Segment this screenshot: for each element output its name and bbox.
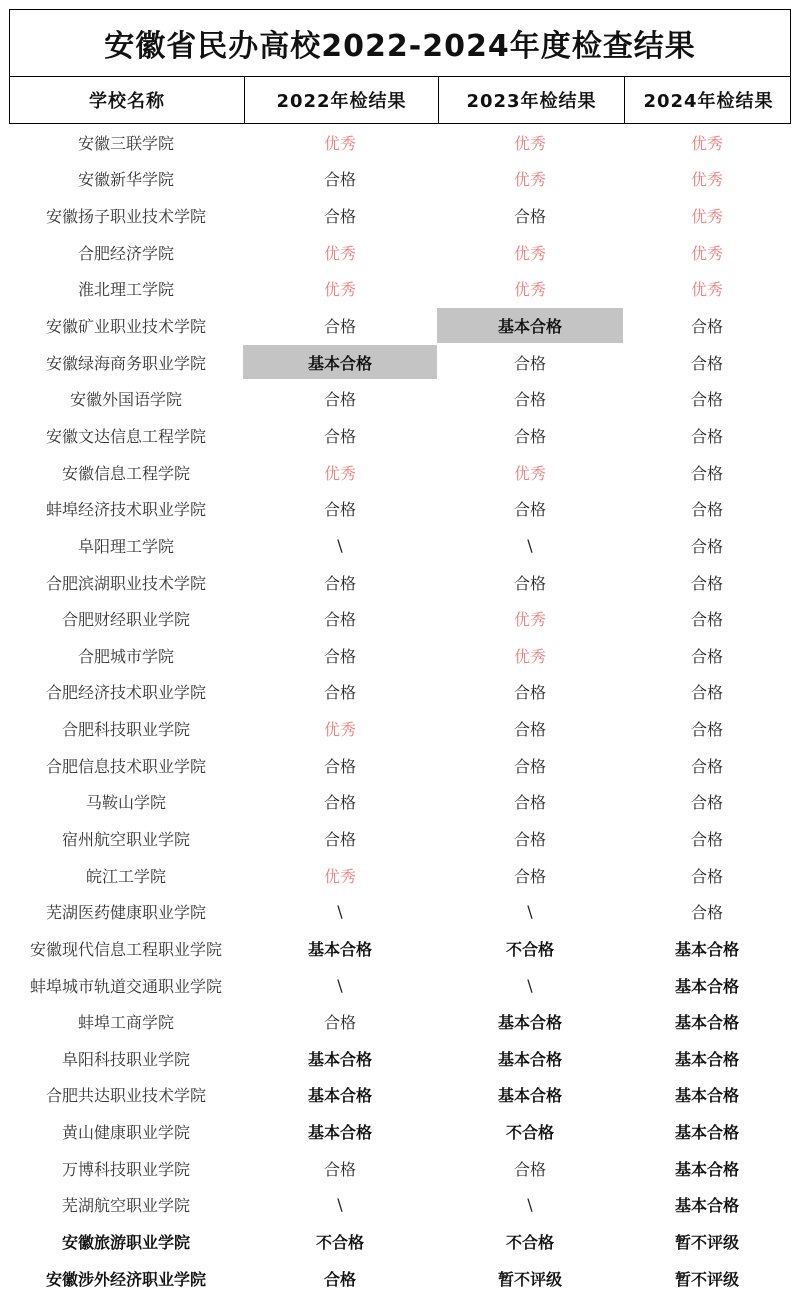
table-row xyxy=(9,161,791,198)
result-cell-2023: 合格 xyxy=(513,500,546,520)
result-cell-2023: 合格 xyxy=(513,1159,546,1179)
table-row xyxy=(9,234,791,271)
header-school-name: 学校名称 xyxy=(89,91,165,112)
result-cell-2022: 合格 xyxy=(323,170,356,190)
result-cell-2024: 基本合格 xyxy=(674,939,739,959)
school-name-cell: 安徽绿海商务职业学院 xyxy=(45,353,206,373)
result-cell-2024: 合格 xyxy=(690,317,723,337)
results-table xyxy=(9,9,791,1297)
result-cell-2023: 合格 xyxy=(513,720,546,740)
result-cell-2022: \ xyxy=(337,535,343,555)
header-row xyxy=(9,76,791,124)
result-cell-2024: 合格 xyxy=(690,610,723,630)
table-row xyxy=(9,380,791,417)
result-cell-2022: 优秀 xyxy=(323,463,356,483)
table-row xyxy=(9,674,791,711)
table-row xyxy=(9,417,791,454)
result-cell-2023: 合格 xyxy=(513,683,546,703)
table-row xyxy=(9,784,791,821)
result-cell-2022: 基本合格 xyxy=(243,345,437,380)
result-cell-2023: 合格 xyxy=(513,866,546,886)
result-cell-2023: 基本合格 xyxy=(497,1086,562,1106)
school-name-cell: 阜阳科技职业学院 xyxy=(61,1049,190,1069)
school-name-cell: 安徽现代信息工程职业学院 xyxy=(29,939,222,959)
result-cell-2023: 优秀 xyxy=(513,610,546,630)
result-cell-2023: 优秀 xyxy=(513,243,546,263)
result-cell-2022: 基本合格 xyxy=(307,939,372,959)
result-cell-2022: 合格 xyxy=(323,426,356,446)
result-cell-2024: 合格 xyxy=(690,866,723,886)
result-cell-2023: \ xyxy=(527,902,533,922)
result-cell-2024: 合格 xyxy=(690,646,723,666)
result-cell-2024: 合格 xyxy=(690,536,723,556)
result-cell-2023: 合格 xyxy=(513,829,546,849)
result-cell-2022: 合格 xyxy=(323,1159,356,1179)
table-row xyxy=(9,637,791,674)
school-name-cell: 合肥财经职业学院 xyxy=(61,610,190,630)
result-cell-2023: 不合格 xyxy=(505,939,554,959)
table-row xyxy=(9,893,791,930)
result-cell-2024: 合格 xyxy=(690,426,723,446)
school-name-cell: 合肥信息技术职业学院 xyxy=(45,756,206,776)
result-cell-2022: 合格 xyxy=(323,646,356,666)
result-cell-2024: 基本合格 xyxy=(674,1013,739,1033)
table-row xyxy=(9,564,791,601)
school-name-cell: 合肥城市学院 xyxy=(77,646,174,666)
table-row xyxy=(9,1223,791,1260)
table-row xyxy=(9,1113,791,1150)
result-cell-2024: 合格 xyxy=(690,390,723,410)
result-cell-2023: 不合格 xyxy=(505,1233,554,1253)
table-row xyxy=(9,930,791,967)
result-cell-2024: 合格 xyxy=(690,500,723,520)
result-cell-2022: 合格 xyxy=(323,793,356,813)
result-cell-2023: 基本合格 xyxy=(437,308,623,343)
header-2022: 2022年检结果 xyxy=(244,77,438,123)
result-cell-2022: 合格 xyxy=(323,207,356,227)
result-cell-2023: \ xyxy=(527,975,533,995)
table-row xyxy=(9,1150,791,1187)
table-row xyxy=(9,967,791,1004)
table-row xyxy=(9,857,791,894)
school-name-cell: 合肥经济学院 xyxy=(77,243,174,263)
result-cell-2024: 合格 xyxy=(690,463,723,483)
result-cell-2022: 不合格 xyxy=(315,1233,364,1253)
table-row xyxy=(9,527,791,564)
result-cell-2023: 合格 xyxy=(513,573,546,593)
result-cell-2023: 合格 xyxy=(513,390,546,410)
result-cell-2024: 合格 xyxy=(690,683,723,703)
result-cell-2024: 合格 xyxy=(690,573,723,593)
result-cell-2023: 基本合格 xyxy=(497,1049,562,1069)
table-row xyxy=(9,600,791,637)
header-2024: 2024年检结果 xyxy=(624,77,792,123)
result-cell-2022: 优秀 xyxy=(323,133,356,153)
result-cell-2023: 优秀 xyxy=(513,463,546,483)
result-cell-2024: 合格 xyxy=(690,829,723,849)
school-name-cell: 黄山健康职业学院 xyxy=(61,1123,190,1143)
result-cell-2024: 优秀 xyxy=(690,243,723,263)
school-name-cell: 合肥科技职业学院 xyxy=(61,720,190,740)
result-cell-2022: 合格 xyxy=(323,610,356,630)
result-cell-2022: \ xyxy=(337,1195,343,1215)
school-name-cell: 芜湖医药健康职业学院 xyxy=(45,903,206,923)
result-cell-2022: 优秀 xyxy=(323,866,356,886)
table-row xyxy=(9,490,791,527)
school-name-cell: 蚌埠城市轨道交通职业学院 xyxy=(29,976,222,996)
result-cell-2024: 基本合格 xyxy=(674,1159,739,1179)
school-name-cell: 安徽旅游职业学院 xyxy=(61,1233,190,1253)
school-name-cell: 安徽外国语学院 xyxy=(69,390,182,410)
result-cell-2024: 优秀 xyxy=(690,170,723,190)
result-cell-2022: 合格 xyxy=(323,829,356,849)
result-cell-2022: 基本合格 xyxy=(307,1123,372,1143)
table-body xyxy=(9,124,791,1297)
result-cell-2022: 合格 xyxy=(323,573,356,593)
table-row xyxy=(9,454,791,491)
table-row xyxy=(9,1040,791,1077)
table-row xyxy=(9,1077,791,1114)
school-name-cell: 蚌埠经济技术职业学院 xyxy=(45,500,206,520)
result-cell-2022: 优秀 xyxy=(323,720,356,740)
result-cell-2022: 合格 xyxy=(323,1269,356,1289)
result-cell-2022: 合格 xyxy=(323,1013,356,1033)
result-cell-2022: 合格 xyxy=(323,317,356,337)
school-name-cell: 安徽文达信息工程学院 xyxy=(45,426,206,446)
table-row xyxy=(9,197,791,234)
school-name-cell: 安徽矿业职业技术学院 xyxy=(45,317,206,337)
result-cell-2024: 合格 xyxy=(690,353,723,373)
result-cell-2024: 暂不评级 xyxy=(674,1233,739,1253)
table-row xyxy=(9,1187,791,1224)
result-cell-2024: 合格 xyxy=(690,720,723,740)
table-row xyxy=(9,747,791,784)
result-cell-2022: 合格 xyxy=(323,756,356,776)
result-cell-2022: 优秀 xyxy=(323,280,356,300)
result-cell-2023: 合格 xyxy=(513,756,546,776)
school-name-cell: 合肥共达职业技术学院 xyxy=(45,1086,206,1106)
result-cell-2024: 基本合格 xyxy=(674,1123,739,1143)
result-cell-2023: 合格 xyxy=(513,426,546,446)
result-cell-2022: 合格 xyxy=(323,683,356,703)
result-cell-2023: \ xyxy=(527,1195,533,1215)
result-cell-2022: 基本合格 xyxy=(307,1086,372,1106)
result-cell-2023: 合格 xyxy=(513,793,546,813)
table-row xyxy=(9,344,791,381)
result-cell-2022: 合格 xyxy=(323,500,356,520)
school-name-cell: 安徽新华学院 xyxy=(77,170,174,190)
result-cell-2022: 基本合格 xyxy=(307,1049,372,1069)
school-name-cell: 安徽涉外经济职业学院 xyxy=(45,1269,206,1289)
school-name-cell: 万博科技职业学院 xyxy=(61,1159,190,1179)
result-cell-2023: 合格 xyxy=(513,353,546,373)
school-name-cell: 芜湖航空职业学院 xyxy=(61,1196,190,1216)
table-row xyxy=(9,820,791,857)
school-name-cell: 淮北理工学院 xyxy=(77,280,174,300)
table-row xyxy=(9,271,791,308)
result-cell-2023: 优秀 xyxy=(513,280,546,300)
result-cell-2024: 基本合格 xyxy=(674,1196,739,1216)
result-cell-2022: \ xyxy=(337,902,343,922)
result-cell-2023: \ xyxy=(527,535,533,555)
result-cell-2023: 不合格 xyxy=(505,1123,554,1143)
result-cell-2024: 基本合格 xyxy=(674,1049,739,1069)
table-row xyxy=(9,710,791,747)
school-name-cell: 合肥经济技术职业学院 xyxy=(45,683,206,703)
result-cell-2023: 优秀 xyxy=(513,170,546,190)
result-cell-2023: 优秀 xyxy=(513,133,546,153)
result-cell-2022: \ xyxy=(337,975,343,995)
school-name-cell: 皖江工学院 xyxy=(85,866,166,886)
result-cell-2024: 优秀 xyxy=(690,280,723,300)
table-row xyxy=(9,1260,791,1297)
result-cell-2023: 优秀 xyxy=(513,646,546,666)
result-cell-2024: 优秀 xyxy=(690,133,723,153)
table-title: 安徽省民办高校2022-2024年度检查结果 xyxy=(9,9,791,76)
result-cell-2024: 基本合格 xyxy=(674,976,739,996)
school-name-cell: 安徽扬子职业技术学院 xyxy=(45,207,206,227)
table-row xyxy=(9,124,791,161)
school-name-cell: 安徽信息工程学院 xyxy=(61,463,190,483)
result-cell-2023: 暂不评级 xyxy=(497,1269,562,1289)
school-name-cell: 安徽三联学院 xyxy=(77,133,174,153)
header-2023: 2023年检结果 xyxy=(438,77,624,123)
result-cell-2023: 基本合格 xyxy=(497,1013,562,1033)
result-cell-2024: 合格 xyxy=(690,793,723,813)
school-name-cell: 合肥滨湖职业技术学院 xyxy=(45,573,206,593)
school-name-cell: 宿州航空职业学院 xyxy=(61,829,190,849)
table-row xyxy=(9,1003,791,1040)
table-row xyxy=(9,307,791,344)
school-name-cell: 马鞍山学院 xyxy=(85,793,166,813)
school-name-cell: 阜阳理工学院 xyxy=(77,536,174,556)
school-name-cell: 蚌埠工商学院 xyxy=(77,1013,174,1033)
result-cell-2024: 合格 xyxy=(690,903,723,923)
result-cell-2024: 基本合格 xyxy=(674,1086,739,1106)
result-cell-2023: 合格 xyxy=(513,207,546,227)
result-cell-2024: 优秀 xyxy=(690,207,723,227)
result-cell-2024: 暂不评级 xyxy=(674,1269,739,1289)
result-cell-2024: 合格 xyxy=(690,756,723,776)
result-cell-2022: 优秀 xyxy=(323,243,356,263)
result-cell-2022: 合格 xyxy=(323,390,356,410)
